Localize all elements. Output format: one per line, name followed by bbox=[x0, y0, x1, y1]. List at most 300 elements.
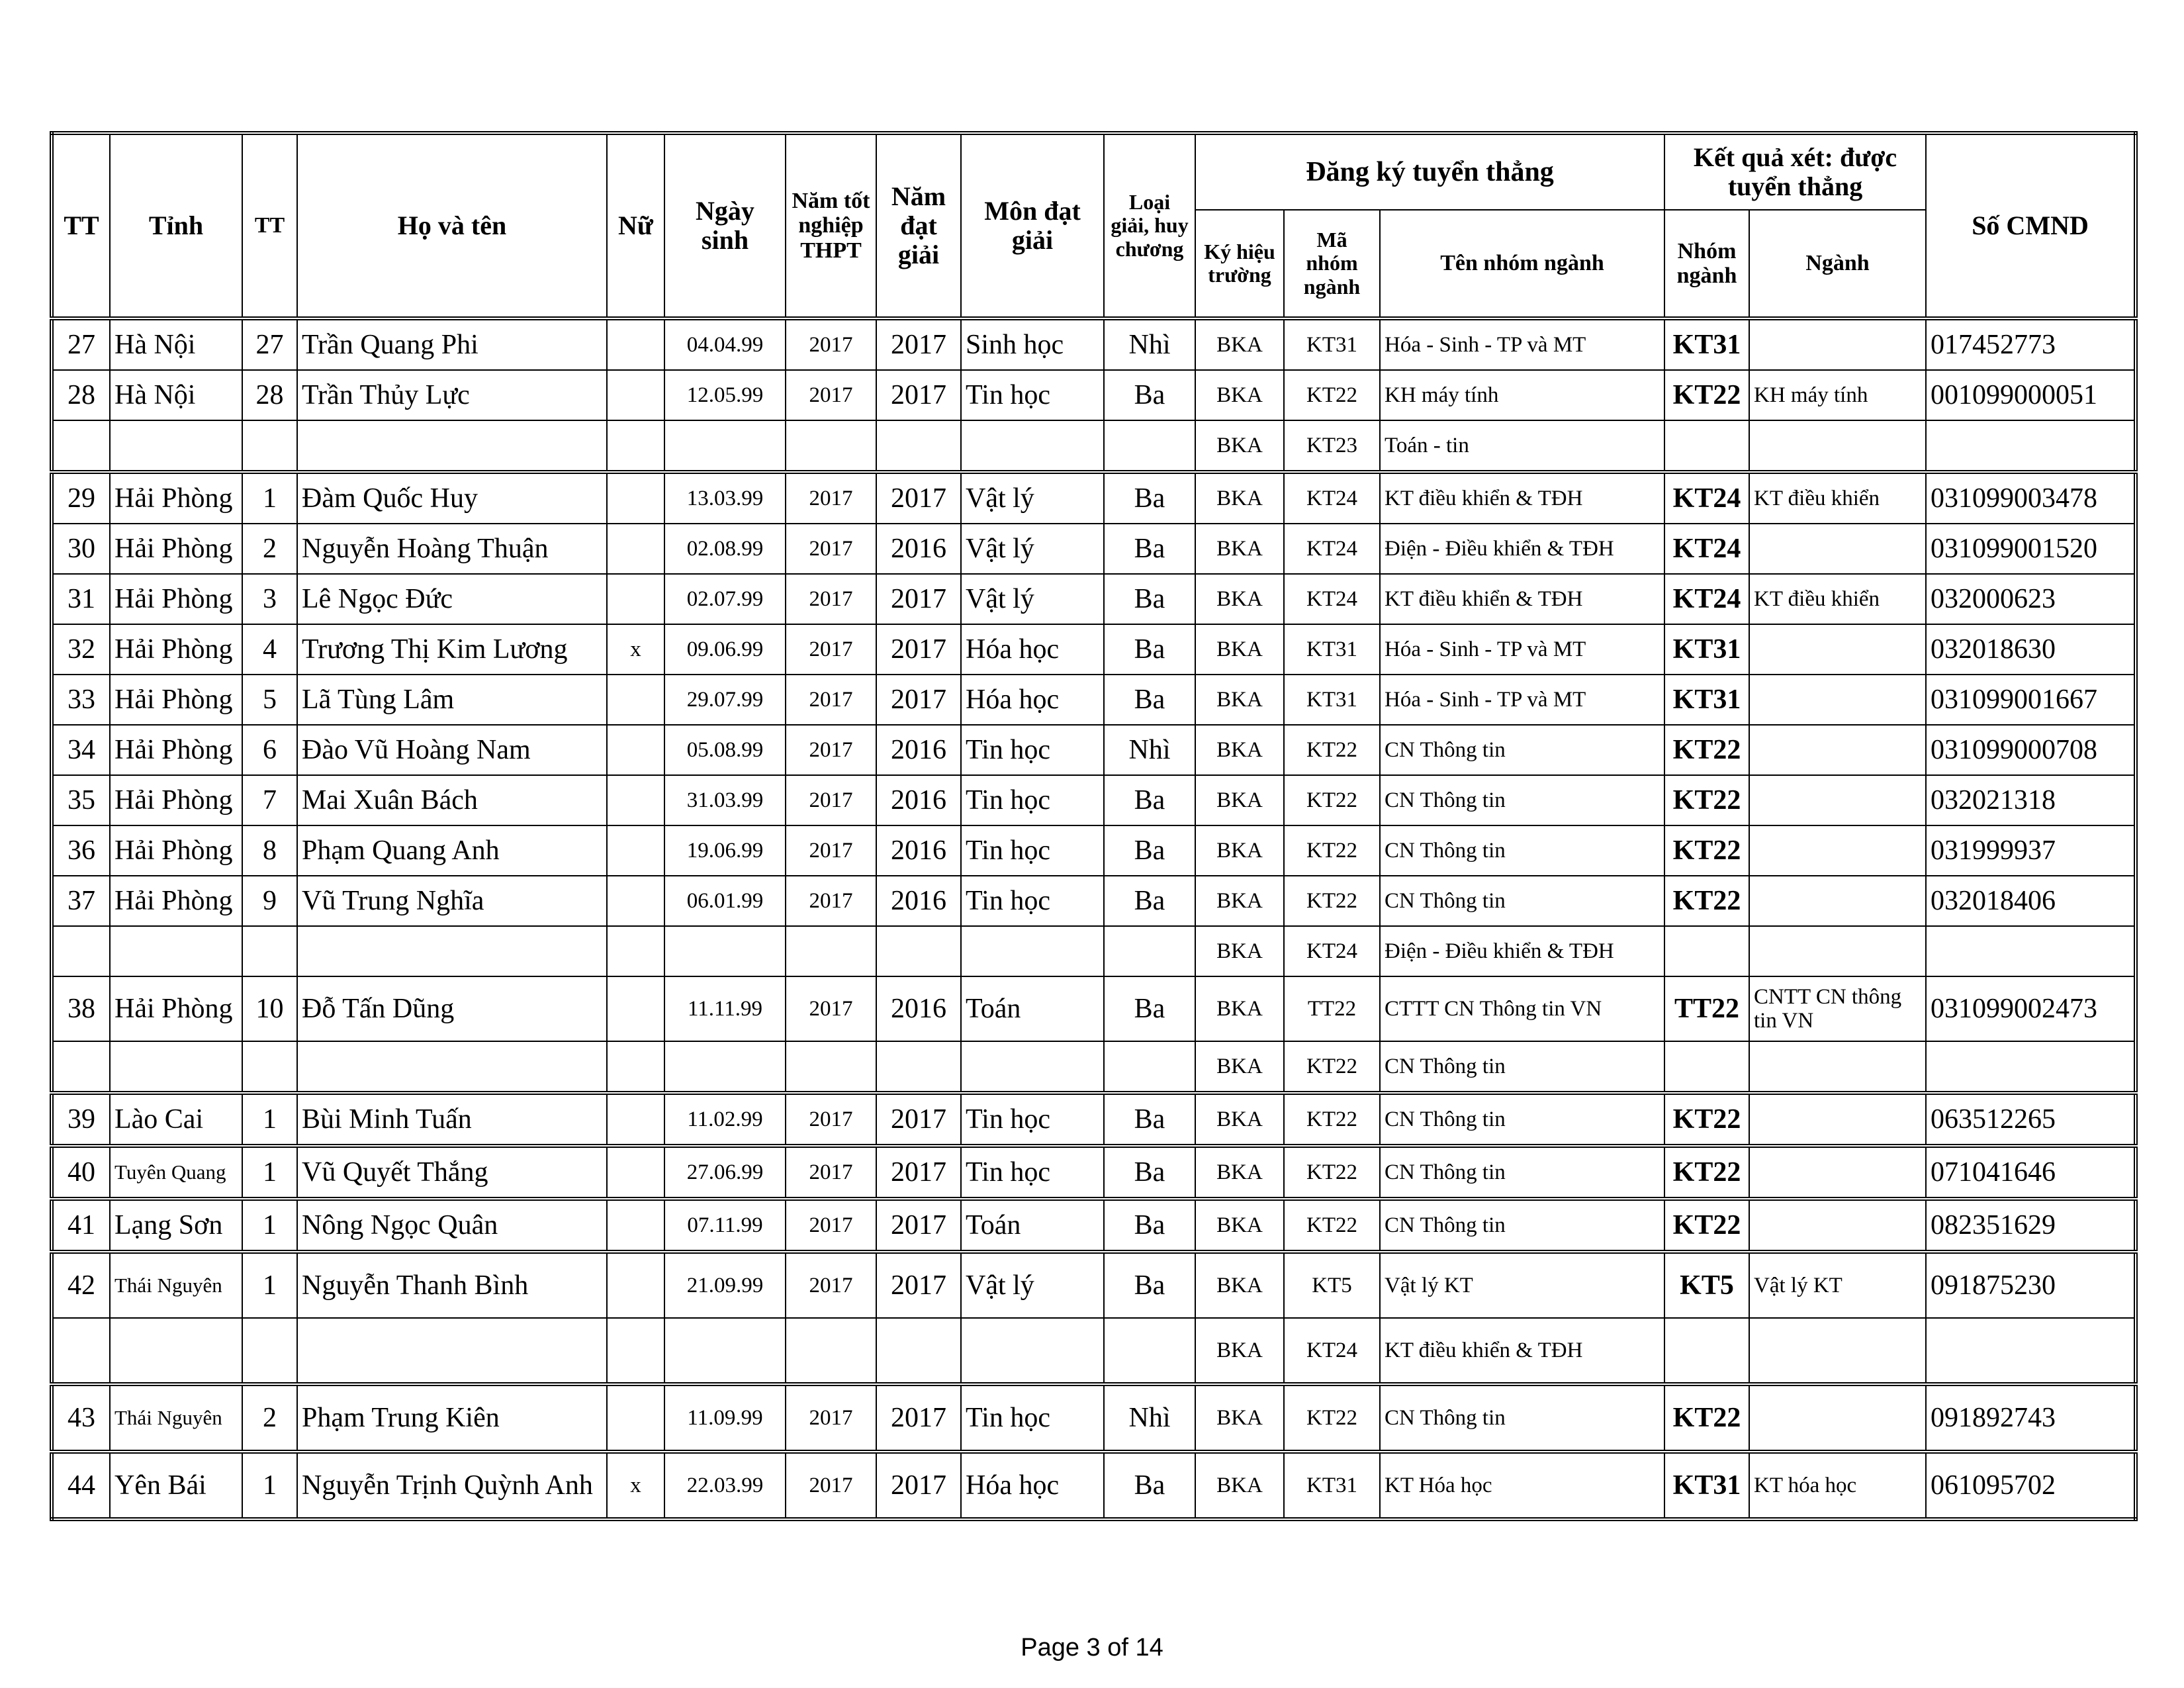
row-id-number: 032021318 bbox=[1926, 775, 2136, 825]
row-tt2: 8 bbox=[242, 825, 297, 876]
row-group-code: KT22 bbox=[1284, 1146, 1380, 1199]
row-group-name: KH máy tính bbox=[1380, 370, 1664, 420]
row-group-code: KT22 bbox=[1284, 1384, 1380, 1452]
row-award-year: 2017 bbox=[876, 624, 961, 675]
row-award-year: 2017 bbox=[876, 574, 961, 624]
row-id-number: 031099001667 bbox=[1926, 675, 2136, 725]
row-school-code: BKA bbox=[1195, 1384, 1284, 1452]
row-school-code: BKA bbox=[1195, 472, 1284, 524]
row-birth-date: 29.07.99 bbox=[664, 675, 786, 725]
row-graduation-year bbox=[786, 420, 876, 472]
row-group-code: KT22 bbox=[1284, 825, 1380, 876]
row-tt2: 1 bbox=[242, 1146, 297, 1199]
row-result-group bbox=[1664, 1318, 1749, 1384]
row-birth-date: 19.06.99 bbox=[664, 825, 786, 876]
row-birth-date: 11.02.99 bbox=[664, 1093, 786, 1146]
row-id-number bbox=[1926, 926, 2136, 976]
row-school-code: BKA bbox=[1195, 1041, 1284, 1093]
row-school-code: BKA bbox=[1195, 926, 1284, 976]
row-female-mark bbox=[607, 1252, 664, 1318]
row-award-year bbox=[876, 420, 961, 472]
row-birth-date bbox=[664, 1041, 786, 1093]
row-graduation-year: 2017 bbox=[786, 775, 876, 825]
row-award: Nhì bbox=[1104, 318, 1195, 370]
row-graduation-year: 2017 bbox=[786, 1146, 876, 1199]
row-tt: 36 bbox=[52, 825, 110, 876]
row-tt: 41 bbox=[52, 1199, 110, 1252]
row-result-major bbox=[1749, 318, 1926, 370]
row-province: Hải Phòng bbox=[110, 524, 242, 574]
row-result-group: KT5 bbox=[1664, 1252, 1749, 1318]
row-full-name: Trương Thị Kim Lương bbox=[297, 624, 607, 675]
row-female-mark bbox=[607, 1041, 664, 1093]
row-award-year: 2017 bbox=[876, 1146, 961, 1199]
row-award bbox=[1104, 1318, 1195, 1384]
row-result-major bbox=[1749, 1384, 1926, 1452]
row-female-mark bbox=[607, 926, 664, 976]
table-row bbox=[52, 1199, 2136, 1252]
row-id-number: 091892743 bbox=[1926, 1384, 2136, 1452]
row-tt: 34 bbox=[52, 725, 110, 775]
row-province: Lào Cai bbox=[110, 1093, 242, 1146]
row-full-name: Vũ Quyết Thắng bbox=[297, 1146, 607, 1199]
row-award: Ba bbox=[1104, 370, 1195, 420]
row-result-major: KT điều khiển bbox=[1749, 472, 1926, 524]
row-birth-date bbox=[664, 420, 786, 472]
row-tt2: 1 bbox=[242, 1093, 297, 1146]
row-tt bbox=[52, 420, 110, 472]
row-birth-date: 05.08.99 bbox=[664, 725, 786, 775]
row-tt bbox=[52, 1041, 110, 1093]
row-id-number: 032018406 bbox=[1926, 876, 2136, 926]
row-award bbox=[1104, 1041, 1195, 1093]
col-header-mon-dat-giai: Môn đạt giải bbox=[961, 133, 1104, 318]
row-tt: 43 bbox=[52, 1384, 110, 1452]
row-award: Nhì bbox=[1104, 1384, 1195, 1452]
row-female-mark bbox=[607, 1318, 664, 1384]
row-group-code: KT31 bbox=[1284, 624, 1380, 675]
row-full-name: Đàm Quốc Huy bbox=[297, 472, 607, 524]
table-header bbox=[52, 133, 2136, 318]
row-full-name: Trần Thủy Lực bbox=[297, 370, 607, 420]
row-graduation-year: 2017 bbox=[786, 318, 876, 370]
row-id-number: 031099002473 bbox=[1926, 976, 2136, 1041]
row-id-number: 071041646 bbox=[1926, 1146, 2136, 1199]
row-tt2: 28 bbox=[242, 370, 297, 420]
row-school-code: BKA bbox=[1195, 420, 1284, 472]
row-school-code: BKA bbox=[1195, 976, 1284, 1041]
table-row bbox=[52, 675, 2136, 725]
row-group-name: KT điều khiển & TĐH bbox=[1380, 1318, 1664, 1384]
row-birth-date: 11.09.99 bbox=[664, 1384, 786, 1452]
row-school-code: BKA bbox=[1195, 1318, 1284, 1384]
row-result-group: KT22 bbox=[1664, 1093, 1749, 1146]
row-id-number: 032018630 bbox=[1926, 624, 2136, 675]
row-full-name bbox=[297, 420, 607, 472]
row-id-number: 031099003478 bbox=[1926, 472, 2136, 524]
row-award: Ba bbox=[1104, 876, 1195, 926]
row-award-year bbox=[876, 926, 961, 976]
row-subject: Tin học bbox=[961, 825, 1104, 876]
row-result-major bbox=[1749, 725, 1926, 775]
row-result-group: KT22 bbox=[1664, 725, 1749, 775]
row-award-year: 2017 bbox=[876, 1384, 961, 1452]
row-tt2: 10 bbox=[242, 976, 297, 1041]
row-award-year: 2017 bbox=[876, 318, 961, 370]
row-tt: 30 bbox=[52, 524, 110, 574]
row-tt2: 1 bbox=[242, 1199, 297, 1252]
row-id-number bbox=[1926, 420, 2136, 472]
row-result-group: KT24 bbox=[1664, 574, 1749, 624]
row-tt: 33 bbox=[52, 675, 110, 725]
row-subject bbox=[961, 420, 1104, 472]
row-group-code: KT31 bbox=[1284, 318, 1380, 370]
row-full-name: Nguyễn Trịnh Quỳnh Anh bbox=[297, 1452, 607, 1519]
row-school-code: BKA bbox=[1195, 675, 1284, 725]
row-award-year bbox=[876, 1318, 961, 1384]
row-id-number: 061095702 bbox=[1926, 1452, 2136, 1519]
row-result-group: KT22 bbox=[1664, 1146, 1749, 1199]
row-birth-date: 27.06.99 bbox=[664, 1146, 786, 1199]
row-province bbox=[110, 420, 242, 472]
row-group-name: CTTT CN Thông tin VN bbox=[1380, 976, 1664, 1041]
row-province: Hải Phòng bbox=[110, 725, 242, 775]
row-award-year: 2016 bbox=[876, 876, 961, 926]
col-header-ma-nhom-nganh: Mã nhóm ngành bbox=[1284, 210, 1380, 318]
table-row-continuation bbox=[52, 1041, 2136, 1093]
row-result-group: TT22 bbox=[1664, 976, 1749, 1041]
row-full-name: Lê Ngọc Đức bbox=[297, 574, 607, 624]
row-result-group: KT31 bbox=[1664, 1452, 1749, 1519]
row-female-mark bbox=[607, 1199, 664, 1252]
row-result-major bbox=[1749, 1093, 1926, 1146]
row-subject bbox=[961, 926, 1104, 976]
row-birth-date: 07.11.99 bbox=[664, 1199, 786, 1252]
row-group-code: KT22 bbox=[1284, 876, 1380, 926]
row-subject: Toán bbox=[961, 976, 1104, 1041]
row-birth-date bbox=[664, 926, 786, 976]
row-province: Hải Phòng bbox=[110, 775, 242, 825]
row-full-name: Mai Xuân Bách bbox=[297, 775, 607, 825]
row-result-group bbox=[1664, 420, 1749, 472]
row-award: Ba bbox=[1104, 1252, 1195, 1318]
row-tt: 40 bbox=[52, 1146, 110, 1199]
row-tt2: 2 bbox=[242, 1384, 297, 1452]
row-award: Ba bbox=[1104, 1452, 1195, 1519]
row-school-code: BKA bbox=[1195, 1452, 1284, 1519]
col-header-nganh: Ngành bbox=[1749, 210, 1926, 318]
row-full-name: Vũ Trung Nghĩa bbox=[297, 876, 607, 926]
row-group-code: KT22 bbox=[1284, 1093, 1380, 1146]
row-result-major bbox=[1749, 825, 1926, 876]
row-tt2: 1 bbox=[242, 472, 297, 524]
row-graduation-year: 2017 bbox=[786, 976, 876, 1041]
row-award-year: 2016 bbox=[876, 725, 961, 775]
row-province: Hải Phòng bbox=[110, 876, 242, 926]
row-id-number bbox=[1926, 1041, 2136, 1093]
page-footer: Page 3 of 14 bbox=[1021, 1634, 1163, 1662]
row-school-code: BKA bbox=[1195, 318, 1284, 370]
row-result-group: KT22 bbox=[1664, 1199, 1749, 1252]
row-award: Ba bbox=[1104, 1146, 1195, 1199]
row-female-mark bbox=[607, 725, 664, 775]
row-award: Ba bbox=[1104, 624, 1195, 675]
row-award: Ba bbox=[1104, 825, 1195, 876]
admission-table-sheet bbox=[50, 131, 2134, 1521]
row-id-number: 091875230 bbox=[1926, 1252, 2136, 1318]
row-birth-date: 04.04.99 bbox=[664, 318, 786, 370]
row-tt: 39 bbox=[52, 1093, 110, 1146]
row-province: Tuyên Quang bbox=[110, 1146, 242, 1199]
table-row bbox=[52, 524, 2136, 574]
row-result-major bbox=[1749, 775, 1926, 825]
row-subject: Vật lý bbox=[961, 524, 1104, 574]
row-subject: Tin học bbox=[961, 1384, 1104, 1452]
row-result-group: KT22 bbox=[1664, 775, 1749, 825]
row-result-group: KT31 bbox=[1664, 624, 1749, 675]
row-tt bbox=[52, 1318, 110, 1384]
row-tt2: 9 bbox=[242, 876, 297, 926]
row-group-code: KT22 bbox=[1284, 1199, 1380, 1252]
row-group-name: KT điều khiển & TĐH bbox=[1380, 574, 1664, 624]
row-tt2 bbox=[242, 926, 297, 976]
row-award-year: 2017 bbox=[876, 675, 961, 725]
row-school-code: BKA bbox=[1195, 370, 1284, 420]
col-header-so-cmnd: Số CMND bbox=[1926, 133, 2136, 318]
col-header-ngay-sinh: Ngày sinh bbox=[664, 133, 786, 318]
row-female-mark bbox=[607, 472, 664, 524]
row-id-number: 031099001520 bbox=[1926, 524, 2136, 574]
table-row bbox=[52, 1452, 2136, 1519]
col-header-nu: Nữ bbox=[607, 133, 664, 318]
row-result-major: KT điều khiển bbox=[1749, 574, 1926, 624]
row-award-year: 2016 bbox=[876, 825, 961, 876]
row-female-mark bbox=[607, 876, 664, 926]
row-province: Hà Nội bbox=[110, 318, 242, 370]
row-full-name: Lã Tùng Lâm bbox=[297, 675, 607, 725]
row-group-code: KT22 bbox=[1284, 725, 1380, 775]
table-row-continuation bbox=[52, 926, 2136, 976]
row-group-name: CN Thông tin bbox=[1380, 1093, 1664, 1146]
row-group-code: KT23 bbox=[1284, 420, 1380, 472]
row-school-code: BKA bbox=[1195, 1093, 1284, 1146]
row-subject: Tin học bbox=[961, 370, 1104, 420]
row-group-name: Hóa - Sinh - TP và MT bbox=[1380, 675, 1664, 725]
row-award-year bbox=[876, 1041, 961, 1093]
row-subject: Vật lý bbox=[961, 1252, 1104, 1318]
row-result-group: KT31 bbox=[1664, 675, 1749, 725]
table-row bbox=[52, 725, 2136, 775]
row-tt2: 4 bbox=[242, 624, 297, 675]
row-award-year: 2017 bbox=[876, 1093, 961, 1146]
row-subject: Vật lý bbox=[961, 472, 1104, 524]
row-full-name: Phạm Quang Anh bbox=[297, 825, 607, 876]
row-award bbox=[1104, 420, 1195, 472]
row-group-code: KT24 bbox=[1284, 574, 1380, 624]
row-female-mark bbox=[607, 574, 664, 624]
row-full-name: Nông Ngọc Quân bbox=[297, 1199, 607, 1252]
row-result-group: KT24 bbox=[1664, 472, 1749, 524]
row-birth-date: 11.11.99 bbox=[664, 976, 786, 1041]
row-award-year: 2017 bbox=[876, 370, 961, 420]
row-award: Ba bbox=[1104, 574, 1195, 624]
row-graduation-year: 2017 bbox=[786, 825, 876, 876]
row-province bbox=[110, 926, 242, 976]
row-tt: 28 bbox=[52, 370, 110, 420]
row-group-name: CN Thông tin bbox=[1380, 1041, 1664, 1093]
table-row bbox=[52, 624, 2136, 675]
row-id-number: 031099000708 bbox=[1926, 725, 2136, 775]
row-result-major bbox=[1749, 420, 1926, 472]
row-graduation-year: 2017 bbox=[786, 1452, 876, 1519]
col-header-tt: TT bbox=[52, 133, 110, 318]
row-birth-date bbox=[664, 1318, 786, 1384]
row-graduation-year: 2017 bbox=[786, 370, 876, 420]
row-province: Hải Phòng bbox=[110, 574, 242, 624]
table-row-continuation bbox=[52, 1318, 2136, 1384]
row-group-code: KT22 bbox=[1284, 775, 1380, 825]
row-full-name: Đỗ Tấn Dũng bbox=[297, 976, 607, 1041]
row-result-major bbox=[1749, 1199, 1926, 1252]
row-school-code: BKA bbox=[1195, 624, 1284, 675]
row-province: Hải Phòng bbox=[110, 976, 242, 1041]
row-result-group: KT22 bbox=[1664, 1384, 1749, 1452]
row-result-major bbox=[1749, 1146, 1926, 1199]
row-tt2: 5 bbox=[242, 675, 297, 725]
row-result-major: CNTT CN thông tin VN bbox=[1749, 976, 1926, 1041]
row-group-code: KT31 bbox=[1284, 1452, 1380, 1519]
col-header-loai-giai: Loại giải, huy chương bbox=[1104, 133, 1195, 318]
row-tt: 29 bbox=[52, 472, 110, 524]
row-result-major: KT hóa học bbox=[1749, 1452, 1926, 1519]
row-tt2: 6 bbox=[242, 725, 297, 775]
row-award: Ba bbox=[1104, 1199, 1195, 1252]
row-subject: Vật lý bbox=[961, 574, 1104, 624]
row-tt: 31 bbox=[52, 574, 110, 624]
row-full-name bbox=[297, 1318, 607, 1384]
row-female-mark bbox=[607, 1384, 664, 1452]
row-tt: 27 bbox=[52, 318, 110, 370]
row-female-mark bbox=[607, 1093, 664, 1146]
row-graduation-year: 2017 bbox=[786, 472, 876, 524]
table-row bbox=[52, 370, 2136, 420]
table-row bbox=[52, 876, 2136, 926]
table-row-continuation bbox=[52, 420, 2136, 472]
row-province: Lạng Sơn bbox=[110, 1199, 242, 1252]
row-id-number: 001099000051 bbox=[1926, 370, 2136, 420]
row-group-name: CN Thông tin bbox=[1380, 775, 1664, 825]
row-tt2: 7 bbox=[242, 775, 297, 825]
table-row bbox=[52, 1146, 2136, 1199]
row-tt: 35 bbox=[52, 775, 110, 825]
col-header-nam-tot-nghiep: Năm tốt nghiệp THPT bbox=[786, 133, 876, 318]
row-group-name: Điện - Điều khiển & TĐH bbox=[1380, 926, 1664, 976]
row-graduation-year bbox=[786, 1318, 876, 1384]
row-group-code: KT22 bbox=[1284, 1041, 1380, 1093]
row-birth-date: 22.03.99 bbox=[664, 1452, 786, 1519]
row-birth-date: 02.07.99 bbox=[664, 574, 786, 624]
row-award: Ba bbox=[1104, 472, 1195, 524]
row-award-year: 2017 bbox=[876, 1199, 961, 1252]
row-female-mark bbox=[607, 775, 664, 825]
row-result-major bbox=[1749, 926, 1926, 976]
row-award: Ba bbox=[1104, 1093, 1195, 1146]
row-result-group: KT31 bbox=[1664, 318, 1749, 370]
col-header-ky-hieu-truong: Ký hiệu trường bbox=[1195, 210, 1284, 318]
row-subject: Hóa học bbox=[961, 624, 1104, 675]
row-group-code: TT22 bbox=[1284, 976, 1380, 1041]
table-row bbox=[52, 825, 2136, 876]
row-id-number bbox=[1926, 1318, 2136, 1384]
row-female-mark bbox=[607, 420, 664, 472]
row-id-number: 063512265 bbox=[1926, 1093, 2136, 1146]
row-group-code: KT31 bbox=[1284, 675, 1380, 725]
row-award-year: 2016 bbox=[876, 775, 961, 825]
row-graduation-year: 2017 bbox=[786, 725, 876, 775]
row-group-code: KT24 bbox=[1284, 524, 1380, 574]
row-result-group: KT22 bbox=[1664, 825, 1749, 876]
row-province bbox=[110, 1041, 242, 1093]
row-result-major bbox=[1749, 524, 1926, 574]
table-row bbox=[52, 574, 2136, 624]
row-full-name: Nguyễn Hoàng Thuận bbox=[297, 524, 607, 574]
table-row bbox=[52, 775, 2136, 825]
row-award-year: 2017 bbox=[876, 1252, 961, 1318]
row-result-group: KT22 bbox=[1664, 876, 1749, 926]
row-graduation-year: 2017 bbox=[786, 1093, 876, 1146]
row-group-name: CN Thông tin bbox=[1380, 825, 1664, 876]
row-subject: Sinh học bbox=[961, 318, 1104, 370]
row-award: Nhì bbox=[1104, 725, 1195, 775]
row-province: Hà Nội bbox=[110, 370, 242, 420]
col-header-nam-dat-giai: Năm đạt giải bbox=[876, 133, 961, 318]
row-province: Thái Nguyên bbox=[110, 1384, 242, 1452]
row-group-code: KT24 bbox=[1284, 472, 1380, 524]
row-tt2: 1 bbox=[242, 1252, 297, 1318]
row-result-major bbox=[1749, 876, 1926, 926]
row-subject: Hóa học bbox=[961, 1452, 1104, 1519]
row-award-year: 2016 bbox=[876, 524, 961, 574]
row-subject: Hóa học bbox=[961, 675, 1104, 725]
row-female-mark bbox=[607, 524, 664, 574]
row-birth-date: 13.03.99 bbox=[664, 472, 786, 524]
row-group-code: KT5 bbox=[1284, 1252, 1380, 1318]
row-female-mark bbox=[607, 1146, 664, 1199]
row-subject bbox=[961, 1041, 1104, 1093]
row-graduation-year: 2017 bbox=[786, 675, 876, 725]
row-subject: Tin học bbox=[961, 1093, 1104, 1146]
row-result-group bbox=[1664, 1041, 1749, 1093]
row-school-code: BKA bbox=[1195, 524, 1284, 574]
row-graduation-year bbox=[786, 926, 876, 976]
table-row bbox=[52, 1252, 2136, 1318]
row-subject: Tin học bbox=[961, 876, 1104, 926]
row-result-major bbox=[1749, 675, 1926, 725]
row-tt: 44 bbox=[52, 1452, 110, 1519]
table-row bbox=[52, 976, 2136, 1041]
row-group-name: Toán - tin bbox=[1380, 420, 1664, 472]
row-group-name: KT Hóa học bbox=[1380, 1452, 1664, 1519]
row-group-name: KT điều khiển & TĐH bbox=[1380, 472, 1664, 524]
row-id-number: 017452773 bbox=[1926, 318, 2136, 370]
row-group-name: Vật lý KT bbox=[1380, 1252, 1664, 1318]
row-tt2: 27 bbox=[242, 318, 297, 370]
row-province: Thái Nguyên bbox=[110, 1252, 242, 1318]
row-group-name: CN Thông tin bbox=[1380, 1384, 1664, 1452]
row-subject: Tin học bbox=[961, 775, 1104, 825]
row-province: Hải Phòng bbox=[110, 675, 242, 725]
row-graduation-year bbox=[786, 1041, 876, 1093]
